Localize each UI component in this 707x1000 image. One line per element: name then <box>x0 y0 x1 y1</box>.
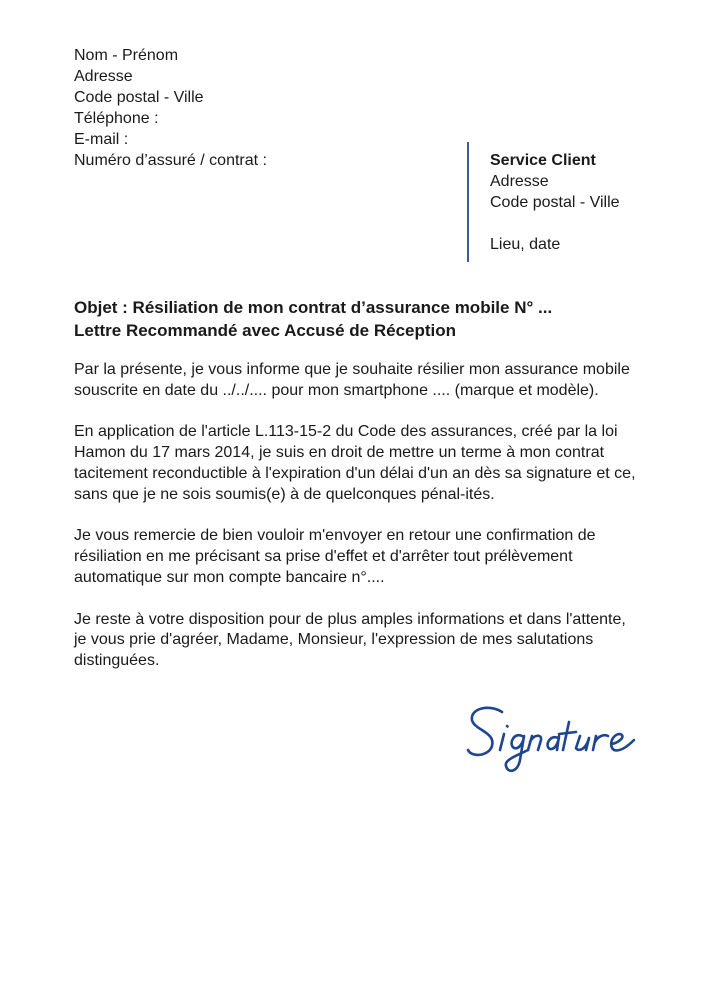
body-paragraph-1: Par la présente, je vous informe que je souhaite résilier mon assurance mobile souscrite en date du ../../.... pour mon smartphone .... (marque et modèle). <box>74 361 630 399</box>
sender-block <box>74 45 267 171</box>
sender-address: Adresse <box>74 68 133 85</box>
subject-line-2: Lettre Recommandé avec Accusé de Réception <box>74 321 457 340</box>
letter-subject <box>74 296 552 342</box>
sender-policy-number: Numéro d’assuré / contrat : <box>74 152 267 169</box>
recipient-block <box>490 150 620 255</box>
recipient-name: Service Client <box>490 152 596 169</box>
sender-email: E-mail : <box>74 131 129 148</box>
body-paragraph-3: Je vous remercie de bien vouloir m'envoyer en retour une confirmation de résiliation en me précisant sa prise d'effet et d'arrêter tout prélèvement automatique sur mon compte bancaire n°.... <box>74 527 596 586</box>
recipient-postal-city: Code postal - Ville <box>490 194 620 211</box>
recipient-divider <box>467 142 469 262</box>
body-paragraph-2: En application de l'article L.113-15-2 du Code des assurances, créé par la loi Hamon du 17 mars 2014, je suis en droit de mettre un terme à mon contrat tacitement reconductible à l'expiration d'un délai d'un an dès sa signature et ce, sans que je ne sois soumis(e) à de quelconques pénal-ités. <box>74 423 636 503</box>
body-paragraph-4: Je reste à votre disposition pour de plus amples informations et dans l'attente, je vous prie d'agréer, Madame, Monsieur, l'expression de mes salutations distinguées. <box>74 610 626 670</box>
sender-name: Nom - Prénom <box>74 47 179 64</box>
sender-phone: Téléphone : <box>74 110 159 127</box>
subject-line-1: Objet : Résiliation de mon contrat d’assurance mobile N° ... <box>74 298 553 317</box>
letter-body <box>74 360 639 693</box>
signature-graphic <box>462 700 642 780</box>
recipient-spacer <box>490 213 620 234</box>
recipient-address: Adresse <box>490 173 549 190</box>
place-date: Lieu, date <box>490 236 561 253</box>
sender-postal-city: Code postal - Ville <box>74 89 204 106</box>
